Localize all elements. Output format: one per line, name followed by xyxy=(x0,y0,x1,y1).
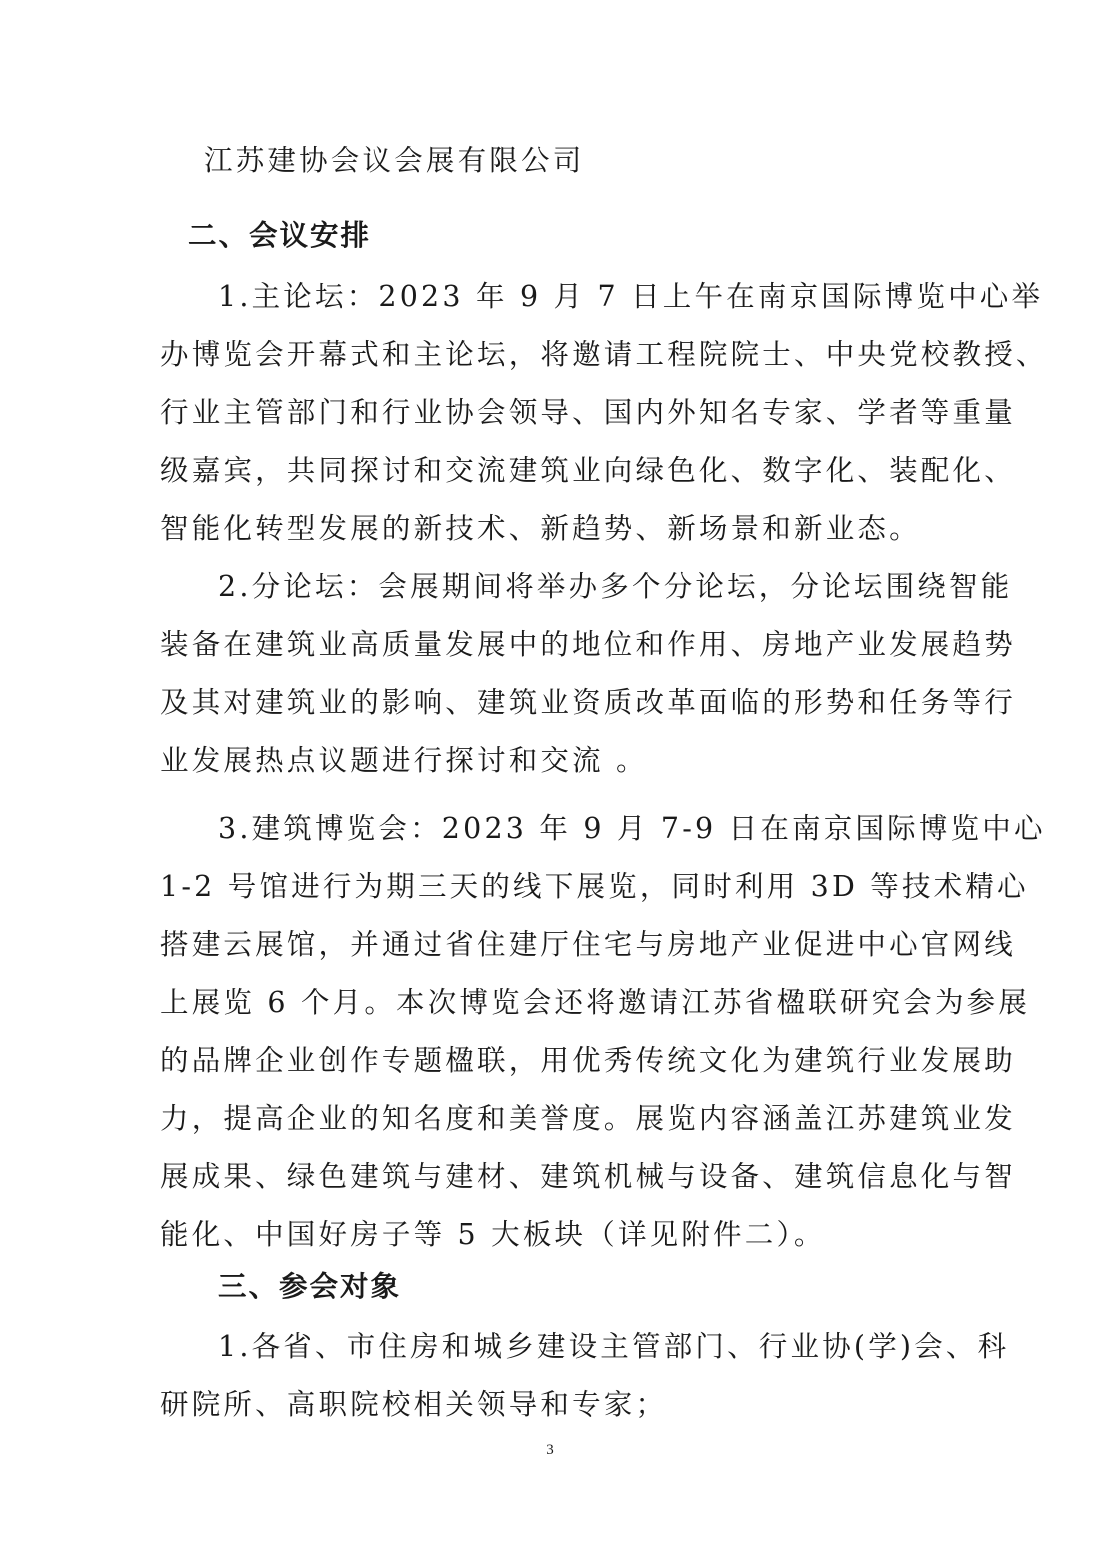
paragraph-line: 2.分论坛：会展期间将举办多个分论坛，分论坛围绕智能 xyxy=(218,570,1013,603)
organizer-line: 江苏建协会议会展有限公司 xyxy=(204,144,585,177)
paragraph-line: 研院所、高职院校相关领导和专家； xyxy=(160,1388,668,1421)
paragraph-line: 1.各省、市住房和城乡建设主管部门、行业协(学)会、科 xyxy=(218,1330,1010,1363)
paragraph-line: 3.建筑博览会：2023 年 9 月 7-9 日在南京国际博览中心 xyxy=(218,812,1046,845)
paragraph-line: 的品牌企业创作专题楹联，用优秀传统文化为建筑行业发展助 xyxy=(160,1044,1016,1077)
paragraph-line: 级嘉宾，共同探讨和交流建筑业向绿色化、数字化、装配化、 xyxy=(160,454,1016,487)
paragraph-line: 装备在建筑业高质量发展中的地位和作用、房地产业发展趋势 xyxy=(160,628,1016,661)
page-number: 3 xyxy=(546,1442,554,1458)
paragraph-line: 行业主管部门和行业协会领导、国内外知名专家、学者等重量 xyxy=(160,396,1016,429)
paragraph-line: 办博览会开幕式和主论坛，将邀请工程院院士、中央党校教授、 xyxy=(160,338,1048,371)
paragraph-line: 力，提高企业的知名度和美誉度。展览内容涵盖江苏建筑业发 xyxy=(160,1102,1016,1135)
paragraph-line: 能化、中国好房子等 5 大板块（详见附件二）。 xyxy=(160,1218,826,1251)
section-heading-participants: 三、参会对象 xyxy=(218,1270,402,1303)
paragraph-line: 及其对建筑业的影响、建筑业资质改革面临的形势和任务等行 xyxy=(160,686,1016,719)
paragraph-line: 搭建云展馆，并通过省住建厅住宅与房地产业促进中心官网线 xyxy=(160,928,1016,961)
paragraph-line: 展成果、绿色建筑与建材、建筑机械与设备、建筑信息化与智 xyxy=(160,1160,1016,1193)
paragraph-line: 1.主论坛：2023 年 9 月 7 日上午在南京国际博览中心举 xyxy=(218,280,1044,313)
paragraph-line: 业发展热点议题进行探讨和交流 。 xyxy=(160,744,648,777)
paragraph-line: 上展览 6 个月。本次博览会还将邀请江苏省楹联研究会为参展 xyxy=(160,986,1031,1019)
section-heading-meeting-arrangement: 二、会议安排 xyxy=(188,219,372,252)
paragraph-line: 1-2 号馆进行为期三天的线下展览，同时利用 3D 等技术精心 xyxy=(160,870,1029,903)
paragraph-line: 智能化转型发展的新技术、新趋势、新场景和新业态。 xyxy=(160,512,921,545)
